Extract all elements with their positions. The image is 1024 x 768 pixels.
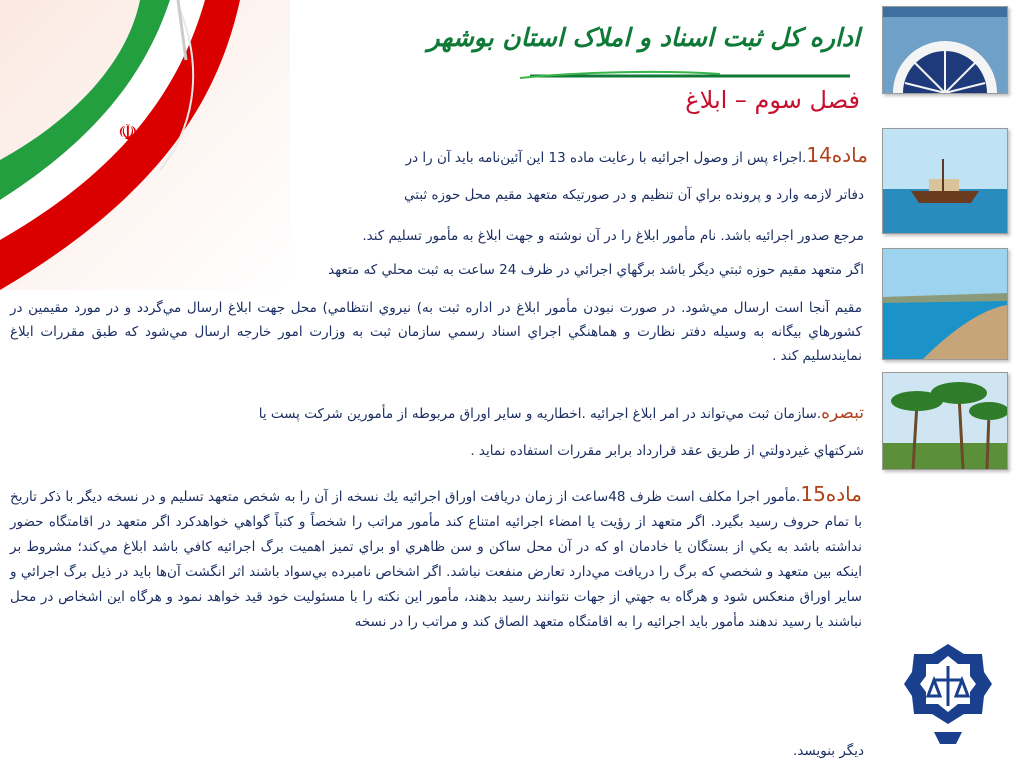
note-line2: شركتهاي غيردولتي از طريق عقد قرارداد برابر مقررات استفاده نمايد . [470, 443, 864, 459]
note-label: تبصره [821, 403, 864, 423]
article15-label: ماده15 [800, 482, 862, 506]
svg-text:☫: ☫ [118, 121, 138, 146]
coastline-photo [882, 248, 1008, 360]
article14-line1: ماده14.اجراء پس از وصول اجرائيه با رعايت ماده 13 اين آئين‌نامه بايد آن را در [405, 143, 868, 167]
article14-paragraph: مقيم آنجا است ارسال مي‌شود. در صورت نبودن مأمور ابلاغ در اداره ثبت به) نيروي انتظامي) محل جهت ابلاغ ارسال مي‌گردد و در مورد مقيمين در كشورهاي بيگانه به وسيله دفتر نظارت و هماهنگي اجراي اسناد رسمي سازمان ثبت به وزارت امور خارجه ارسال مي‌شود كه طبق مقررات ابلاغ نمايندسليم كند . [10, 300, 862, 364]
building-arch-window-photo [882, 6, 1008, 94]
chapter-title: فصل سوم – ابلاغ [685, 86, 860, 114]
note-line1: تبصره.سازمان ثبت مي‌تواند در امر ابلاغ اجرائيه .اخطاريه و ساير اوراق مربوطه از مأمورين شركت پست يا [258, 403, 864, 423]
iran-flag-image [0, 0, 290, 290]
article14-line2: دفاتر لازمه وارد و پرونده براي آن تنظيم و در صورتيكه متعهد مقيم محل حوزه ثبتي [404, 187, 864, 203]
header-underline [520, 68, 860, 82]
article15-paragraph: ماده15.مأمور اجرا مكلف است ظرف 48ساعت از زمان دريافت اوراق اجرائيه يك نسخه از آن را به شخص متعهد تسليم و در نسخه ديگر با ذكر تاريخ با تمام حروف رسيد بگيرد. اگر متعهد از رؤيت يا امضاء اجرائيه امتناع كند مأمور مراتب را شخصاً و كتباً گواهي خواهدكرد اگر متعهد در اقامتگاه حضور نداشته باشد به يكي از بستگان يا خادمان او كه در آن محل ساكن و سن ظاهري او براي تميز اهميت برگ اجرائيه كافي باشد ابلاغ مي‌كند؛ مشروط بر اينكه بين متعهد و شخصي كه برگ را دريافت مي‌دارد تعارض منفعت نباشد. اگر اشخاص نامبرده بي‌سواد باشند اثر انگشت آن‌ها بايد در ذيل برگ اجرائي و ساير اوراق منعكس شود و هرگاه به جهتي از جهات نتوانند رسيد بدهند، مأمور اين نكته را با مسئوليت خود قيد خواهد نمود و هرگاه اين اشخاص در محل نباشند يا رسيد ندهند مأمور بايد اجرائيه را به اقامتگاه متعهد الصاق كند و مراتب را در نسخه [10, 482, 862, 630]
article14-label: ماده14 [806, 143, 868, 167]
article15-last-line: ديگر بنويسد. [793, 743, 864, 759]
boat-on-sea-photo [882, 128, 1008, 234]
article14-line3: مرجع صدور اجرائيه باشد. نام مأمور ابلاغ را در آن نوشته و جهت ابلاغ به مأمور تسليم كند. [362, 228, 864, 244]
registration-organization-logo [904, 640, 992, 748]
organization-title: اداره کل ثبت اسناد و املاک استان بوشهر [427, 23, 860, 52]
article14-line4: اگر متعهد مقيم حوزه ثبتي ديگر باشد برگهاي اجرائي در ظرف 24 ساعت به ثبت محلي كه متعهد [328, 262, 864, 278]
palm-trees-photo [882, 372, 1008, 470]
